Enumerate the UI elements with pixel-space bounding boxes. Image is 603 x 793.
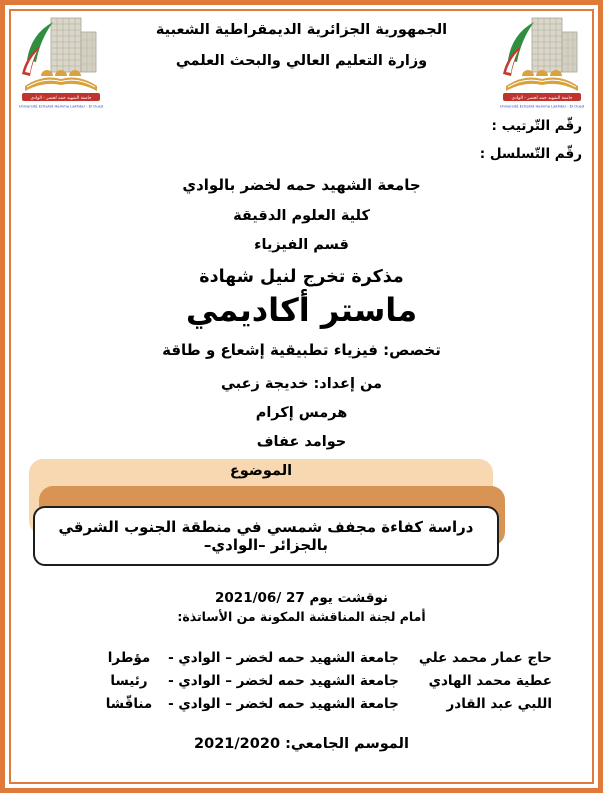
committee-intro-line: أمام لجنة المناقشة المكونة من الأساتذة: xyxy=(177,609,426,624)
header xyxy=(5,5,598,110)
subject-banner-label: الموضوع xyxy=(229,463,293,479)
specialty-line: تخصص: فيزياء تطبيقية إشعاع و طاقة xyxy=(162,341,441,359)
committee-member-name: اللبي عبد القادر xyxy=(446,696,552,712)
subject-banner-group xyxy=(5,459,598,571)
university-logo-icon xyxy=(17,14,105,110)
ministry-title: وزارة التعليم العالي والبحث العلمي xyxy=(175,53,428,69)
department-name: قسم الفيزياء xyxy=(254,237,349,253)
defense-date-line: نوقشت يوم 27 /2021/06 xyxy=(215,590,388,606)
order-number-label: رقّم التّرتيب : xyxy=(491,118,582,134)
committee-row xyxy=(5,673,598,689)
committee-member-affiliation: جامعة الشهيد حمه لخضر – الوادي - xyxy=(168,696,399,712)
thesis-title-box xyxy=(33,506,499,566)
faculty-name: كلية العلوم الدقيقة xyxy=(233,208,370,224)
title-stack xyxy=(5,176,598,450)
committee-row xyxy=(5,696,598,712)
numbering-block xyxy=(5,112,598,168)
committee-member-role: مؤطرا xyxy=(107,650,151,666)
committee-member-name: حاج عمار محمد علي xyxy=(418,650,552,666)
republic-title: الجمهورية الجزائرية الديمقراطية الشعبية xyxy=(155,22,448,38)
degree-title: ماستر أكاديمي xyxy=(185,291,418,329)
author-name-3: حوامد عفاف xyxy=(256,434,347,450)
committee-row xyxy=(5,650,598,666)
committee-table xyxy=(5,650,598,712)
committee-member-affiliation: جامعة الشهيد حمه لخضر – الوادي - xyxy=(168,673,399,689)
committee-member-name: عطية محمد الهادي xyxy=(428,673,552,689)
university-name: جامعة الشهيد حمه لخضر بالوادي xyxy=(182,176,421,194)
academic-year-line: الموسم الجامعي: 2021/2020 xyxy=(194,736,409,752)
committee-member-role: مناقّشا xyxy=(105,696,153,712)
committee-member-affiliation: جامعة الشهيد حمه لخضر – الوادي - xyxy=(168,650,399,666)
prepared-by-line: من إعداد: خديجة زعبي xyxy=(221,376,382,392)
author-name-2: هرمس إكرام xyxy=(255,405,348,421)
thesis-title: دراسة كفاءة مجفف شمسي في منطقة الجنوب الشرقي بالجزائر –الوادي– xyxy=(58,518,474,554)
committee-member-role: رئيسا xyxy=(110,673,148,689)
header-center xyxy=(105,14,498,69)
serial-number-label: رقّم التّسلسل : xyxy=(479,146,582,162)
university-logo-icon xyxy=(498,14,586,110)
thesis-type-line: مذكرة تخرج لنيل شهادة xyxy=(199,267,404,287)
